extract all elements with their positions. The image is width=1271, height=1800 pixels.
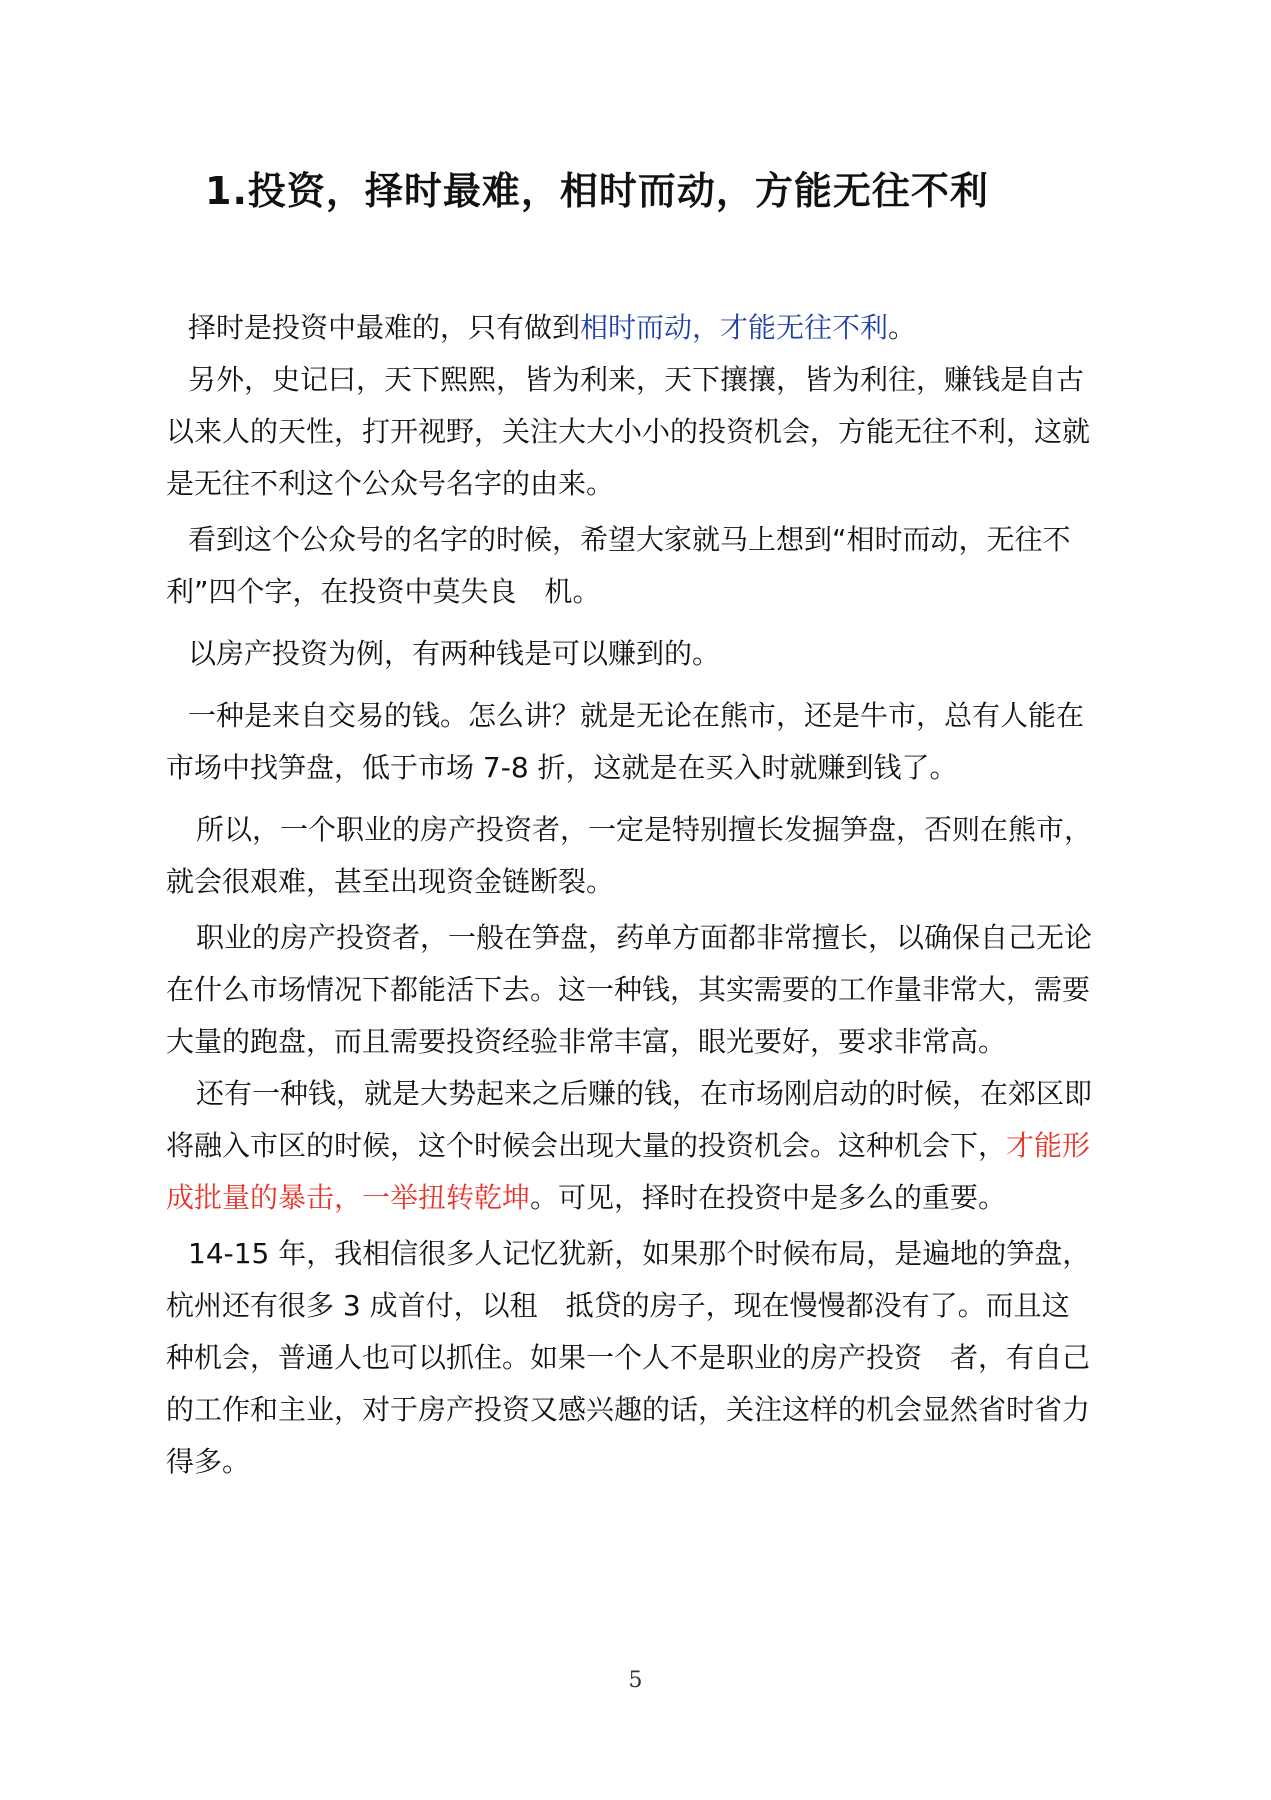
paragraph-1-highlight: 相时而动，才能无往不利 [580,311,889,344]
paragraph-9: 14-15 年，我相信很多人记忆犹新，如果那个时候布局，是遍地的笋盘，杭州还有很多 3 成首付，以租 抵贷的房子，现在慢慢都没有了。而且这种机会，普通人也可以抓住。如果一个人不是职业的房产投资 者，有自己的工作和主业，对于房产投资又感兴趣的话，关注这样的机会显然省时省力得多。 [166,1237,1091,1478]
paragraph-8 [166,1068,1096,1224]
section-title: 1.投资，择时最难，相时而动，方能无往不利 [205,169,989,213]
paragraph-8-after: 。可见，择时在投资中是多么的重要。 [530,1181,1007,1214]
paragraph-6: 所以，一个职业的房产投资者，一定是特别擅长发掘笋盘，否则在熊市，就会很艰难，甚至出现资金链断裂。 [166,813,1093,898]
body-text [166,302,1096,1492]
paragraph-8-highlight: 才能形成批量的暴击，一举扭转乾坤 [166,1129,1091,1214]
paragraph-1-after: 。 [888,311,917,344]
paragraph-7: 职业的房产投资者，一般在笋盘，药单方面都非常擅长，以确保自己无论在什么市场情况下都能活下去。这一种钱，其实需要的工作量非常大，需要大量的跑盘，而且需要投资经验非常丰富，眼光要好，要求非常高。 [166,921,1093,1058]
paragraph-2: 另外，史记曰，天下熙熙，皆为利来，天下攘攘，皆为利往，赚钱是自古以来人的天性，打开视野，关注大大小小的投资机会，方能无往不利，这就是无往不利这个公众号名字的由来。 [166,363,1091,500]
paragraph-1-before: 择时是投资中最难的，只有做到 [188,311,581,344]
paragraph-4: 以房产投资为例，有两种钱是可以赚到的。 [188,637,721,670]
paragraph-5: 一种是来自交易的钱。怎么讲？就是无论在熊市，还是牛市，总有人能在市场中找笋盘，低于市场 7-8 折，这就是在买入时就赚到钱了。 [166,699,1085,784]
page-number: 5 [628,1668,643,1693]
paragraph-1 [166,302,1096,354]
paragraph-8-before: 还有一种钱，就是大势起来之后赚的钱，在市场刚启动的时候，在郊区即将融入市区的时候，这个时候会出现大量的投资机会。这种机会下， [166,1077,1093,1162]
paragraph-3: 看到这个公众号的名字的时候，希望大家就马上想到“相时而动，无往不利”四个字，在投资中莫失良 机。 [166,523,1071,608]
